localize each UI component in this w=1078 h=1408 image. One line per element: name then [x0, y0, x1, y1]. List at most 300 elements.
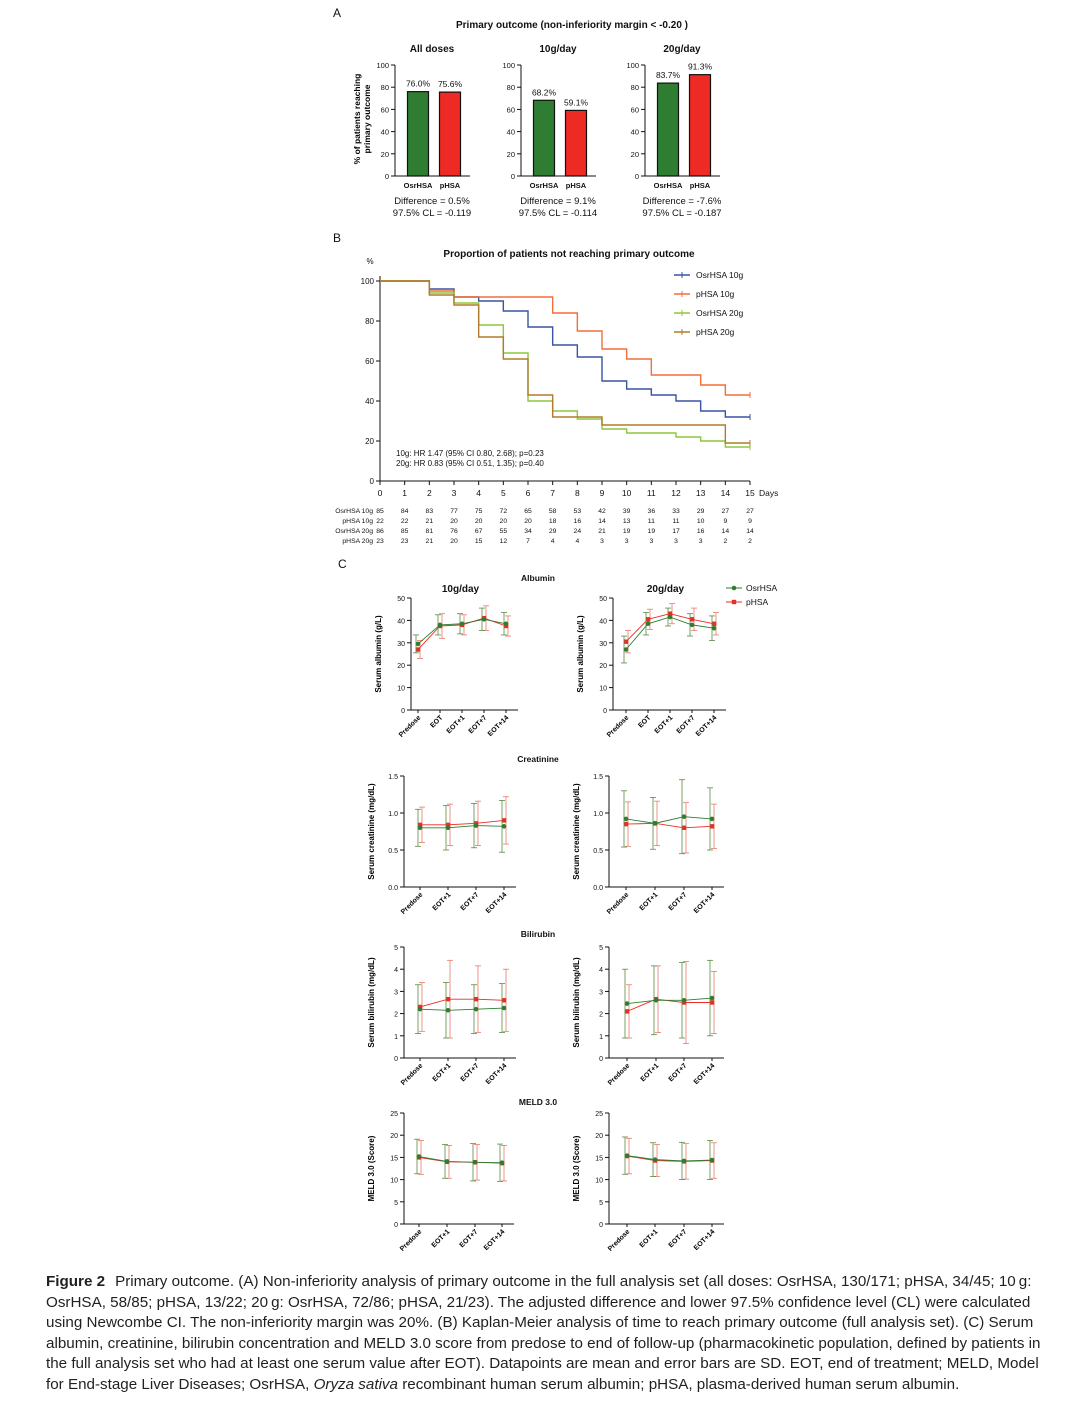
mean-point: [690, 617, 694, 621]
panel-c-subplot-1: [572, 945, 724, 1087]
risk-table-cell: 21: [598, 528, 606, 535]
risk-table-cell: 13: [622, 518, 631, 525]
series-osrhsa: [414, 1139, 504, 1181]
y-tick-label: 0: [394, 1222, 398, 1229]
panel-c-row-title: Creatinine: [517, 754, 559, 764]
panel-c-row-title: Bilirubin: [520, 929, 556, 939]
risk-table-cell: 24: [573, 528, 582, 535]
mean-point: [473, 1160, 478, 1165]
x-tick-label: EOT+14: [692, 1062, 717, 1086]
mean-point: [668, 615, 673, 620]
mean-point: [653, 821, 658, 826]
risk-table-cell: 19: [647, 528, 656, 535]
y-tick-label: 1: [599, 1033, 603, 1041]
risk-table-cell: 3: [674, 538, 678, 545]
y-tick-label: 0: [603, 708, 607, 715]
risk-table-cell: 20: [499, 518, 508, 525]
x-tick-label: Predose: [605, 891, 631, 916]
mean-point: [504, 621, 509, 626]
mean-point: [446, 826, 451, 831]
risk-table-cell: 22: [400, 518, 409, 525]
y-tick-label: 60: [380, 105, 389, 115]
risk-table-cell: 14: [598, 518, 606, 525]
km-curve-2: [380, 281, 750, 447]
risk-table-cell: 85: [376, 508, 384, 515]
x-tick-label: OsrHSA: [403, 181, 433, 190]
x-tick-label: Predose: [605, 714, 631, 739]
x-tick-label: EOT+7: [458, 1228, 480, 1250]
risk-table-cell: 72: [499, 508, 508, 515]
series-osrhsa: [622, 960, 714, 1038]
risk-table-cell: 19: [622, 528, 631, 535]
mean-point: [438, 623, 443, 628]
panel-b-y-tick-label: 0: [369, 477, 374, 486]
risk-table-cell: 9: [748, 518, 752, 525]
mean-point: [417, 1154, 422, 1159]
mean-point: [502, 824, 507, 829]
series-phsa: [418, 797, 509, 846]
y-tick-label: 0.5: [593, 848, 603, 855]
y-tick-label: 0.0: [593, 885, 603, 892]
x-tick-label: EOT+7: [459, 891, 481, 913]
panel-b-x-tick-label: 10: [621, 488, 632, 498]
y-tick-label: 60: [506, 105, 515, 115]
mean-point: [682, 1159, 687, 1164]
legend-marker-osrhsa: [732, 586, 737, 591]
y-tick-label: 4: [394, 967, 398, 975]
bar-phsa: [440, 92, 461, 176]
mean-point: [624, 822, 628, 826]
y-tick-label: 40: [630, 127, 639, 137]
risk-table-cell: 10: [696, 518, 705, 525]
y-tick-label: 80: [630, 83, 639, 93]
panel-a-subplot-1: [502, 44, 597, 219]
panel-b-x-tick-label: 8: [574, 488, 580, 498]
risk-table-cell: 20: [450, 538, 458, 545]
km-curve-3: [380, 281, 750, 443]
x-tick-label: Predose: [397, 714, 423, 739]
mean-line: [420, 1008, 504, 1010]
mean-point: [625, 1153, 630, 1158]
mean-point: [474, 1007, 479, 1012]
panel-b-y-tick-label: 60: [365, 357, 374, 366]
series-phsa: [625, 1138, 717, 1179]
risk-table-cell: 4: [575, 538, 580, 545]
x-tick-label: EOT+1: [431, 1062, 453, 1084]
figure-caption: [46, 1272, 1046, 1396]
panel-b-x-tick-label: 0: [377, 488, 383, 498]
panel-c-subplot-0: [367, 774, 516, 916]
x-tick-label: EOT+1: [639, 1062, 661, 1084]
risk-table-cell: 53: [573, 508, 582, 515]
panel-c-legend: [726, 583, 778, 607]
legend-label-osrhsa: OsrHSA: [746, 583, 778, 593]
y-tick-label: 20: [390, 1133, 398, 1141]
risk-table-cell: 77: [450, 508, 458, 515]
mean-point: [625, 1009, 629, 1013]
risk-table-cell: 58: [548, 508, 557, 515]
panel-letter-a: A: [333, 6, 342, 20]
x-tick-label: EOT+1: [638, 891, 660, 913]
x-tick-label: EOT+14: [694, 714, 719, 738]
mean-point: [710, 824, 714, 828]
x-tick-label: pHSA: [439, 181, 461, 190]
mean-point: [502, 998, 506, 1002]
risk-table-cell: 3: [649, 538, 654, 545]
risk-table-cell: 27: [721, 508, 730, 515]
mean-point: [416, 642, 421, 647]
y-tick-label: 5: [599, 945, 603, 952]
y-tick-label: 50: [397, 596, 405, 603]
risk-table-cell: 22: [376, 518, 384, 525]
risk-table-cell: 81: [425, 528, 434, 535]
panel-b-y-tick-label: 20: [365, 437, 374, 446]
mean-point: [712, 622, 716, 626]
panel-c-ylabel: MELD 3.0 (Score): [572, 1135, 581, 1202]
legend-label-1: pHSA 10g: [696, 289, 735, 299]
mean-point: [712, 626, 717, 631]
y-tick-label: 80: [506, 83, 515, 93]
bar-phsa: [566, 110, 587, 176]
panel-c-row-title: Albumin: [521, 573, 555, 583]
panel-c-row-creatinine: [367, 754, 724, 916]
risk-table-cell: 2: [748, 538, 752, 545]
x-tick-label: EOT+1: [431, 891, 453, 913]
mean-point: [416, 647, 420, 651]
risk-table-cell: 3: [698, 538, 703, 545]
mean-line: [420, 820, 504, 824]
x-tick-label: OsrHSA: [653, 181, 683, 190]
panel-b-x-tick-label: 14: [720, 488, 731, 498]
y-tick-label: 1: [394, 1033, 398, 1041]
series-osrhsa: [621, 608, 716, 663]
mean-line: [420, 826, 504, 828]
x-tick-label: EOT+14: [692, 1228, 717, 1252]
y-tick-label: 15: [595, 1155, 603, 1163]
panel-letter-b: B: [333, 231, 342, 245]
legend-label-3: pHSA 20g: [696, 327, 735, 337]
difference-text: Difference = -7.6%: [642, 196, 722, 207]
y-tick-label: 0: [401, 708, 405, 715]
y-tick-label: 4: [599, 967, 603, 975]
x-tick-label: pHSA: [689, 181, 711, 190]
cl-text: 97.5% CL = -0.114: [518, 208, 598, 219]
risk-table-cell: 23: [400, 538, 409, 545]
series-osrhsa: [415, 800, 506, 852]
risk-table-cell: 20: [524, 518, 532, 525]
y-tick-label: 30: [397, 640, 405, 648]
risk-table-cell: 21: [425, 518, 434, 525]
legend-label-0: OsrHSA 10g: [696, 270, 744, 280]
series-phsa: [417, 1141, 507, 1181]
risk-table-cell: 16: [573, 518, 582, 525]
risk-table-row-label: pHSA 20g: [342, 538, 373, 545]
mean-point: [653, 1157, 658, 1162]
difference-text: Difference = 0.5%: [394, 196, 470, 207]
y-tick-label: 0: [510, 172, 515, 181]
panel-b-x-tick-label: 7: [550, 488, 556, 498]
hr-text-0: 10g: HR 1.47 (95% CI 0.80, 2.68); p=0.23: [396, 449, 544, 458]
x-tick-label: Predose: [606, 1062, 632, 1087]
x-tick-label: EOT: [637, 714, 653, 730]
x-tick-label: EOT+7: [667, 891, 689, 913]
panel-c-ylabel: MELD 3.0 (Score): [367, 1135, 376, 1202]
mean-point: [710, 817, 715, 822]
bar-phsa: [690, 75, 711, 176]
x-tick-label: EOT+7: [675, 714, 697, 736]
mean-point: [646, 617, 650, 621]
y-tick-label: 2: [394, 1011, 398, 1019]
y-tick-label: 5: [599, 1199, 603, 1207]
x-tick-label: EOT+1: [653, 714, 675, 736]
panel-c-row-bilirubin: [367, 929, 724, 1087]
x-tick-label: EOT: [429, 714, 445, 730]
risk-table-row-label: OsrHSA 20g: [335, 528, 373, 535]
cl-text: 97.5% CL = -0.119: [392, 208, 472, 219]
risk-table-cell: 11: [672, 518, 680, 525]
panel-b-x-tick-label: 6: [525, 488, 531, 498]
y-tick-label: 30: [599, 640, 607, 648]
y-tick-label: 3: [599, 989, 603, 997]
risk-table-cell: 23: [376, 538, 384, 545]
caption-italic-species: Oryza sativa: [313, 1375, 398, 1393]
y-tick-label: 40: [397, 618, 405, 626]
mean-point: [482, 617, 487, 622]
risk-table-cell: 65: [524, 508, 532, 515]
panel-a-subplot-title: 10g/day: [539, 44, 577, 55]
y-tick-label: 40: [380, 127, 389, 137]
panel-b-x-tick-label: 5: [500, 488, 506, 498]
y-tick-label: 25: [595, 1111, 603, 1118]
mean-point: [624, 647, 629, 652]
y-tick-label: 10: [599, 685, 607, 693]
x-tick-label: EOT+14: [692, 891, 717, 915]
mean-point: [474, 823, 479, 828]
risk-table-cell: 2: [723, 538, 728, 545]
risk-table-cell: 39: [622, 508, 631, 515]
legend-label-2: OsrHSA 20g: [696, 308, 744, 318]
legend-marker-phsa: [732, 600, 736, 604]
panel-b-x-tick-label: 9: [599, 488, 605, 498]
y-tick-label: 0.0: [388, 885, 398, 892]
y-tick-label: 2: [599, 1011, 603, 1019]
series-phsa: [624, 604, 719, 653]
series-phsa: [416, 606, 511, 659]
risk-table-cell: 85: [400, 528, 409, 535]
panel-b-y-tick-label: 100: [360, 277, 374, 286]
mean-point: [418, 1007, 423, 1012]
figure-label: Figure 2: [46, 1273, 106, 1290]
y-tick-label: 0: [634, 172, 639, 181]
risk-table-row-label: OsrHSA 10g: [335, 508, 373, 515]
risk-table-cell: 16: [696, 528, 705, 535]
cl-text: 97.5% CL = -0.187: [642, 208, 722, 219]
bar-data-label: 68.2%: [531, 87, 557, 98]
x-tick-label: Predose: [399, 891, 425, 916]
x-tick-label: EOT+14: [484, 891, 509, 915]
risk-table-cell: 21: [425, 538, 434, 545]
mean-line: [626, 823, 712, 827]
mean-line: [626, 817, 712, 824]
risk-table-cell: 27: [746, 508, 754, 515]
risk-table-cell: 36: [647, 508, 656, 515]
y-tick-label: 40: [506, 127, 515, 137]
legend-label-phsa: pHSA: [746, 597, 769, 607]
risk-table-cell: 15: [474, 538, 483, 545]
y-tick-label: 60: [630, 105, 639, 115]
risk-table-cell: 75: [474, 508, 483, 515]
y-tick-label: 1.5: [593, 774, 603, 781]
panel-c-subplot-title: 10g/day: [441, 584, 480, 595]
mean-point: [446, 1008, 451, 1013]
mean-point: [682, 814, 687, 819]
mean-point: [474, 997, 478, 1001]
bar-osrhsa: [534, 100, 555, 176]
mean-point: [654, 998, 659, 1003]
risk-table-cell: 11: [647, 518, 655, 525]
panel-b-x-tick-label: 12: [671, 488, 681, 498]
panel-b-x-tick-label: 13: [695, 488, 706, 498]
panel-letter-c: C: [338, 557, 347, 571]
panel-c-row-albumin: [374, 573, 726, 739]
y-tick-label: 100: [376, 61, 389, 70]
y-tick-label: 0: [599, 1056, 603, 1063]
panel-b-x-tick-label: 3: [451, 488, 457, 498]
y-tick-label: 1.0: [593, 811, 603, 818]
panel-b-x-tick-label: 15: [745, 488, 755, 498]
risk-table-cell: 3: [600, 538, 604, 545]
mean-point: [418, 826, 423, 831]
panel-c-subplot-0: [367, 1111, 514, 1253]
panel-a-subplot-title: 20g/day: [663, 44, 701, 55]
mean-point: [624, 817, 629, 822]
y-tick-label: 100: [626, 61, 639, 70]
y-tick-label: 3: [394, 989, 398, 997]
bar-data-label: 75.6%: [437, 79, 463, 90]
mean-point: [710, 1000, 714, 1004]
bar-osrhsa: [408, 92, 429, 176]
panel-c-subplot-1: [572, 774, 724, 916]
mean-line: [420, 999, 504, 1007]
panel-b-y-tick-label: 40: [365, 397, 374, 406]
risk-table-cell: 29: [548, 528, 557, 535]
panel-c-row-title: MELD 3.0: [518, 1097, 558, 1107]
panel-a-ylabel: [352, 74, 372, 165]
caption-text: Primary outcome. (A) Non-inferiority analysis of primary outcome in the full analysis set (all doses: OsrHSA, 130/171; pHSA, 34/45; 10 g: OsrHSA, 58/85; pHSA, 13/22; 20 g: OsrHSA, 72/86; pHSA, 21/23). The adjusted difference and lower 97.5% confidence level (CL) were calculated using Newcombe CI. The non-inferiority margin was 20%. (B) Kaplan-Meier analysis of time to reach primary outcome (full analysis set). (C) Serum albumin, creatinine, bilirubin concentration and MELD 3.0 score from predose to end of follow-up (pharmacokinetic population, defined by patients in the full analysis set who had at least one serum value after EOT). Datapoints are mean and error bars are SD. EOT, end of treatment; MELD, Model for End-stage Liver Diseases; OsrHSA,: [46, 1273, 1041, 1393]
risk-table-cell: 76: [450, 528, 458, 535]
y-tick-label: 20: [599, 663, 607, 671]
panel-c-subplot-0: [367, 945, 516, 1087]
x-tick-label: EOT+7: [467, 714, 489, 736]
panel-b-x-tick-label: 2: [426, 488, 432, 498]
panel-c-ylabel: Serum albumin (g/L): [576, 615, 585, 693]
risk-table-cell: 20: [474, 518, 483, 525]
panel-c-ylabel: Serum creatinine (mg/dL): [572, 783, 581, 880]
risk-table-cell: 20: [450, 518, 458, 525]
x-tick-label: Predose: [606, 1228, 632, 1253]
mean-point: [445, 1159, 450, 1164]
risk-table-cell: 17: [672, 528, 680, 535]
y-tick-label: 10: [397, 685, 405, 693]
risk-table-cell: 86: [376, 528, 384, 535]
series-phsa: [418, 960, 509, 1038]
y-tick-label: 50: [599, 596, 607, 603]
risk-table-cell: 9: [723, 518, 728, 525]
y-tick-label: 25: [390, 1111, 398, 1118]
x-tick-label: EOT+14: [482, 1228, 507, 1252]
risk-table-row-label: pHSA 10g: [342, 518, 373, 525]
x-tick-label: EOT+1: [445, 714, 467, 736]
panel-b-y-tick-label: 80: [365, 317, 374, 326]
x-tick-label: EOT+7: [459, 1062, 481, 1084]
y-tick-label: 20: [595, 1133, 603, 1141]
x-tick-label: pHSA: [565, 181, 587, 190]
x-tick-label: OsrHSA: [529, 181, 559, 190]
panel-b-x-tick-label: 1: [402, 488, 408, 498]
y-tick-label: 10: [390, 1177, 398, 1185]
bar-data-label: 91.3%: [687, 61, 713, 72]
mean-point: [682, 998, 687, 1003]
y-tick-label: 0: [384, 172, 389, 181]
y-tick-label: 20: [506, 149, 515, 159]
mean-point: [625, 1001, 630, 1006]
difference-text: Difference = 9.1%: [520, 196, 596, 207]
y-tick-label: 15: [390, 1155, 398, 1163]
series-osrhsa: [415, 983, 506, 1039]
panel-c-row-meld-3-0: [367, 1097, 724, 1253]
hr-text-1: 20g: HR 0.83 (95% CI 0.51, 1.35); p=0.40: [396, 459, 544, 468]
risk-table-cell: 3: [624, 538, 629, 545]
x-tick-label: Predose: [398, 1228, 424, 1253]
panel-c-subplot-0: [374, 584, 518, 739]
mean-point: [646, 621, 651, 626]
km-curve-1: [380, 281, 750, 395]
km-curve-0: [380, 281, 750, 417]
mean-point: [690, 623, 695, 628]
x-tick-label: EOT+1: [430, 1228, 452, 1250]
series-osrhsa: [621, 780, 714, 854]
risk-table-cell: 14: [746, 528, 754, 535]
y-tick-label: 5: [394, 1199, 398, 1207]
mean-point: [502, 1006, 507, 1011]
risk-table-cell: 7: [526, 538, 530, 545]
x-tick-label: EOT+1: [638, 1228, 660, 1250]
risk-table-cell: 12: [499, 538, 508, 545]
risk-table-cell: 34: [524, 528, 532, 535]
panel-b-x-tick-label: 11: [646, 488, 656, 498]
x-tick-label: EOT+14: [486, 714, 511, 738]
mean-point: [502, 818, 506, 822]
risk-table-cell: 33: [672, 508, 680, 515]
x-tick-label: EOT+14: [484, 1062, 509, 1086]
bar-data-label: 83.7%: [655, 70, 681, 81]
panel-b-title: Proportion of patients not reaching primary outcome: [443, 249, 695, 260]
bar-data-label: 76.0%: [405, 78, 431, 89]
y-tick-label: 40: [599, 618, 607, 626]
mean-line: [626, 617, 714, 649]
y-tick-label: 80: [380, 83, 389, 93]
x-tick-label: EOT+7: [667, 1062, 689, 1084]
panel-c-ylabel: Serum creatinine (mg/dL): [367, 783, 376, 880]
risk-table-cell: 18: [548, 518, 557, 525]
mean-point: [500, 1160, 505, 1165]
mean-point: [710, 996, 715, 1001]
panel-c-subplot-title: 20g/day: [646, 584, 685, 595]
panel-a-ylabel-line: % of patients reaching: [352, 73, 362, 165]
bar-data-label: 59.1%: [563, 97, 589, 108]
y-tick-label: 10: [595, 1177, 603, 1185]
mean-point: [446, 997, 450, 1001]
